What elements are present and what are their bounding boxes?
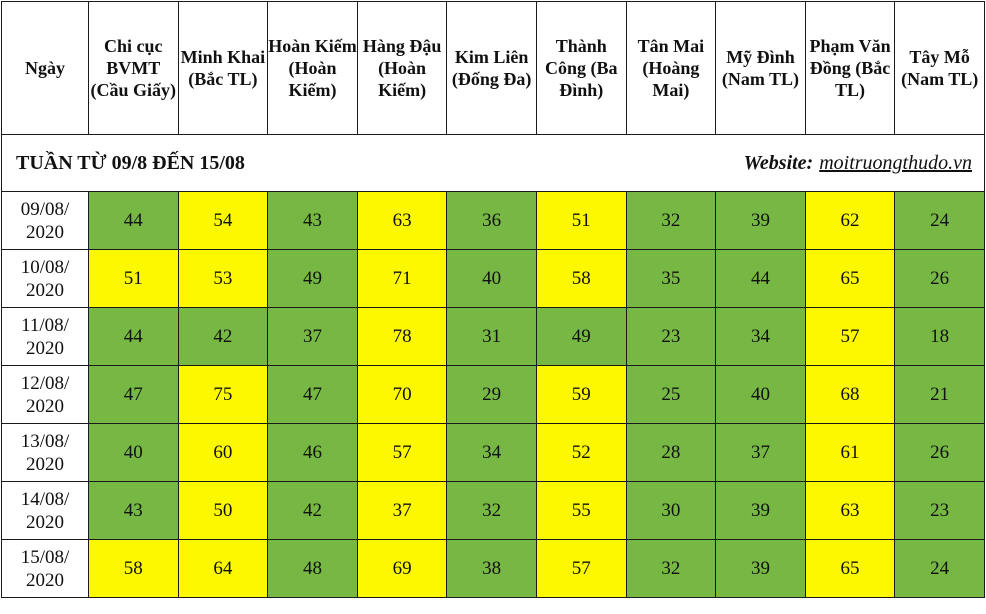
aqi-value-cell: 24 xyxy=(895,192,985,250)
station-header: Kim Liên (Đống Đa) xyxy=(447,2,537,135)
aqi-table xyxy=(1,1,985,598)
table-body xyxy=(2,135,985,598)
table-row xyxy=(2,540,985,598)
station-header: Hàng Đậu (Hoàn Kiếm) xyxy=(357,2,447,135)
aqi-value-cell: 26 xyxy=(895,250,985,308)
date-cell: 15/08/ 2020 xyxy=(2,540,89,598)
aqi-value-cell: 34 xyxy=(447,424,537,482)
aqi-value-cell: 21 xyxy=(895,366,985,424)
station-header: Phạm Văn Đồng (Bắc TL) xyxy=(805,2,895,135)
aqi-value-cell: 65 xyxy=(805,250,895,308)
aqi-value-cell: 52 xyxy=(536,424,626,482)
aqi-value-cell: 42 xyxy=(178,308,268,366)
aqi-value-cell: 54 xyxy=(178,192,268,250)
aqi-value-cell: 46 xyxy=(268,424,358,482)
aqi-value-cell: 48 xyxy=(268,540,358,598)
aqi-value-cell: 61 xyxy=(805,424,895,482)
aqi-value-cell: 43 xyxy=(89,482,179,540)
aqi-value-cell: 62 xyxy=(805,192,895,250)
aqi-value-cell: 40 xyxy=(716,366,806,424)
aqi-value-cell: 32 xyxy=(626,192,716,250)
aqi-value-cell: 75 xyxy=(178,366,268,424)
aqi-value-cell: 40 xyxy=(89,424,179,482)
aqi-value-cell: 32 xyxy=(447,482,537,540)
aqi-value-cell: 49 xyxy=(536,308,626,366)
aqi-value-cell: 50 xyxy=(178,482,268,540)
website-credit xyxy=(744,152,972,175)
aqi-value-cell: 36 xyxy=(447,192,537,250)
aqi-value-cell: 78 xyxy=(357,308,447,366)
aqi-value-cell: 71 xyxy=(357,250,447,308)
aqi-value-cell: 43 xyxy=(268,192,358,250)
aqi-value-cell: 57 xyxy=(536,540,626,598)
aqi-value-cell: 40 xyxy=(447,250,537,308)
table-row xyxy=(2,366,985,424)
header-row xyxy=(2,2,985,135)
aqi-value-cell: 58 xyxy=(89,540,179,598)
aqi-value-cell: 37 xyxy=(268,308,358,366)
station-header: Chi cục BVMT (Cầu Giấy) xyxy=(89,2,179,135)
aqi-value-cell: 53 xyxy=(178,250,268,308)
aqi-value-cell: 26 xyxy=(895,424,985,482)
station-header: Tân Mai (Hoàng Mai) xyxy=(626,2,716,135)
date-cell: 10/08/ 2020 xyxy=(2,250,89,308)
date-cell: 12/08/ 2020 xyxy=(2,366,89,424)
aqi-value-cell: 65 xyxy=(805,540,895,598)
aqi-value-cell: 68 xyxy=(805,366,895,424)
aqi-value-cell: 59 xyxy=(536,366,626,424)
website-link[interactable]: moitruongthudo.vn xyxy=(819,151,972,174)
table-row xyxy=(2,308,985,366)
aqi-value-cell: 44 xyxy=(89,308,179,366)
date-cell: 13/08/ 2020 xyxy=(2,424,89,482)
aqi-value-cell: 34 xyxy=(716,308,806,366)
aqi-value-cell: 63 xyxy=(805,482,895,540)
aqi-value-cell: 37 xyxy=(716,424,806,482)
aqi-value-cell: 47 xyxy=(268,366,358,424)
aqi-value-cell: 28 xyxy=(626,424,716,482)
aqi-value-cell: 18 xyxy=(895,308,985,366)
aqi-value-cell: 44 xyxy=(716,250,806,308)
table-row xyxy=(2,482,985,540)
aqi-value-cell: 38 xyxy=(447,540,537,598)
aqi-value-cell: 32 xyxy=(626,540,716,598)
aqi-value-cell: 35 xyxy=(626,250,716,308)
table-row xyxy=(2,192,985,250)
date-cell: 11/08/ 2020 xyxy=(2,308,89,366)
station-header: Tây Mỗ (Nam TL) xyxy=(895,2,985,135)
date-cell: 14/08/ 2020 xyxy=(2,482,89,540)
aqi-value-cell: 42 xyxy=(268,482,358,540)
aqi-value-cell: 39 xyxy=(716,540,806,598)
aqi-value-cell: 55 xyxy=(536,482,626,540)
aqi-value-cell: 24 xyxy=(895,540,985,598)
aqi-value-cell: 57 xyxy=(357,424,447,482)
aqi-value-cell: 30 xyxy=(626,482,716,540)
station-header: Thành Công (Ba Đình) xyxy=(536,2,626,135)
week-title: TUẦN TỪ 09/8 ĐẾN 15/08 xyxy=(16,151,245,174)
aqi-value-cell: 57 xyxy=(805,308,895,366)
website-label: Website: xyxy=(743,151,814,174)
aqi-value-cell: 70 xyxy=(357,366,447,424)
aqi-value-cell: 51 xyxy=(89,250,179,308)
aqi-value-cell: 47 xyxy=(89,366,179,424)
aqi-value-cell: 29 xyxy=(447,366,537,424)
aqi-value-cell: 39 xyxy=(716,482,806,540)
aqi-value-cell: 58 xyxy=(536,250,626,308)
station-header: Mỹ Đình (Nam TL) xyxy=(716,2,806,135)
table-row xyxy=(2,424,985,482)
aqi-value-cell: 49 xyxy=(268,250,358,308)
week-row xyxy=(2,135,985,192)
station-header: Hoàn Kiếm (Hoàn Kiếm) xyxy=(268,2,358,135)
aqi-value-cell: 64 xyxy=(178,540,268,598)
station-header: Minh Khai (Bắc TL) xyxy=(178,2,268,135)
aqi-value-cell: 39 xyxy=(716,192,806,250)
aqi-value-cell: 51 xyxy=(536,192,626,250)
aqi-value-cell: 44 xyxy=(89,192,179,250)
aqi-value-cell: 60 xyxy=(178,424,268,482)
table-row xyxy=(2,250,985,308)
aqi-value-cell: 23 xyxy=(626,308,716,366)
aqi-value-cell: 31 xyxy=(447,308,537,366)
date-column-header: Ngày xyxy=(2,2,89,135)
date-cell: 09/08/ 2020 xyxy=(2,192,89,250)
aqi-value-cell: 23 xyxy=(895,482,985,540)
aqi-value-cell: 25 xyxy=(626,366,716,424)
aqi-value-cell: 63 xyxy=(357,192,447,250)
aqi-value-cell: 69 xyxy=(357,540,447,598)
aqi-value-cell: 37 xyxy=(357,482,447,540)
